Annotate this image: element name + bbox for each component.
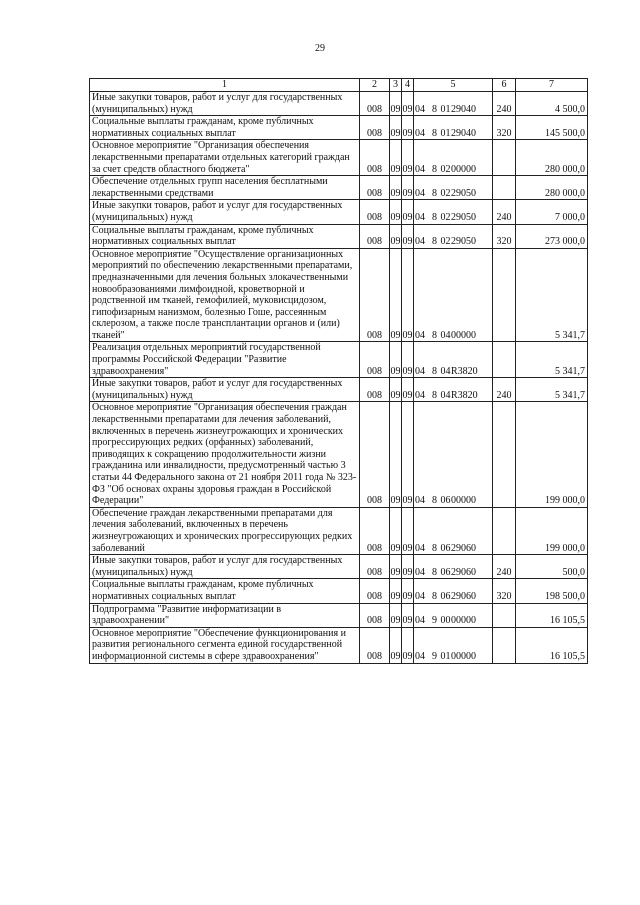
row-col-3: 09 xyxy=(390,579,402,603)
row-name: Основное мероприятие "Осуществление организационных мероприятий по обеспечению лекарственными препаратами, предназначенными для лечения больных злокачественными новообразованиями лимфоидной, кроветворной и родственной им тканей, гемофилией, муковисцидозом, гипофизарным нанизмом, болезнью Гоше, рассеянным склерозом, а также после трансплантации органов и (или) тканей" xyxy=(90,248,360,342)
row-col-3: 09 xyxy=(390,92,402,116)
row-col-3: 09 xyxy=(390,176,402,200)
row-expense-type: 240 xyxy=(493,378,516,402)
row-col-2: 008 xyxy=(360,402,390,507)
row-amount: 7 000,0 xyxy=(516,200,588,224)
row-expense-type xyxy=(493,140,516,176)
row-col-2: 008 xyxy=(360,140,390,176)
row-col-2: 008 xyxy=(360,248,390,342)
row-name: Основное мероприятие "Организация обеспечения лекарственными препаратами отдельных категорий граждан за счет средств областного бюджета" xyxy=(90,140,360,176)
row-col-4: 09 xyxy=(402,555,414,579)
row-expense-type xyxy=(493,248,516,342)
header-cell: 2 xyxy=(360,79,390,92)
page-number: 29 xyxy=(315,43,325,54)
row-expense-type xyxy=(493,402,516,507)
row-target-code: 04 8 04R3820 xyxy=(414,378,493,402)
row-col-3: 09 xyxy=(390,507,402,554)
table-row xyxy=(90,116,588,140)
row-amount: 5 341,7 xyxy=(516,248,588,342)
table-body xyxy=(90,79,588,664)
row-target-code: 04 8 0600000 xyxy=(414,402,493,507)
row-col-3: 09 xyxy=(390,378,402,402)
row-col-4: 09 xyxy=(402,507,414,554)
row-expense-type: 320 xyxy=(493,116,516,140)
row-name: Иные закупки товаров, работ и услуг для государственных (муниципальных) нужд xyxy=(90,378,360,402)
row-amount: 280 000,0 xyxy=(516,140,588,176)
row-name: Социальные выплаты гражданам, кроме публичных нормативных социальных выплат xyxy=(90,579,360,603)
table-row xyxy=(90,627,588,663)
row-col-2: 008 xyxy=(360,579,390,603)
row-col-4: 09 xyxy=(402,224,414,248)
row-expense-type xyxy=(493,176,516,200)
row-amount: 145 500,0 xyxy=(516,116,588,140)
row-col-4: 09 xyxy=(402,140,414,176)
row-amount: 4 500,0 xyxy=(516,92,588,116)
table-row xyxy=(90,200,588,224)
row-name: Обеспечение граждан лекарственными препаратами для лечения заболеваний, включенных в перечень жизнеугрожающих и хронических прогрессирующих редких заболеваний xyxy=(90,507,360,554)
table-row xyxy=(90,402,588,507)
header-cell: 6 xyxy=(493,79,516,92)
row-col-4: 09 xyxy=(402,342,414,378)
row-col-2: 008 xyxy=(360,200,390,224)
row-expense-type xyxy=(493,507,516,554)
row-expense-type: 320 xyxy=(493,224,516,248)
table-row xyxy=(90,555,588,579)
row-col-4: 09 xyxy=(402,378,414,402)
row-name: Иные закупки товаров, работ и услуг для государственных (муниципальных) нужд xyxy=(90,200,360,224)
row-amount: 198 500,0 xyxy=(516,579,588,603)
table-row xyxy=(90,224,588,248)
row-target-code: 04 8 0629060 xyxy=(414,507,493,554)
row-target-code: 04 8 0400000 xyxy=(414,248,493,342)
row-name: Основное мероприятие "Организация обеспечения граждан лекарственными препаратами для лечения заболеваний, включенных в перечень жизнеугрожающих и хронических прогрессирующих редких (орфанных) заболеваний, приводящих к сокращению продолжительности жизни гражданина или инвалидности, предусмотренный частью 3 статьи 44 Федерального закона от 21 ноября 2011 года № 323-ФЗ "Об основах охраны здоровья граждан в Российской Федерации" xyxy=(90,402,360,507)
row-col-3: 09 xyxy=(390,224,402,248)
row-target-code: 04 8 0629060 xyxy=(414,579,493,603)
table-row xyxy=(90,579,588,603)
table-row xyxy=(90,378,588,402)
row-target-code: 04 8 0129040 xyxy=(414,92,493,116)
row-col-3: 09 xyxy=(390,342,402,378)
row-col-3: 09 xyxy=(390,603,402,627)
row-name: Социальные выплаты гражданам, кроме публичных нормативных социальных выплат xyxy=(90,224,360,248)
table-row xyxy=(90,603,588,627)
row-col-2: 008 xyxy=(360,224,390,248)
row-expense-type xyxy=(493,627,516,663)
row-amount: 16 105,5 xyxy=(516,603,588,627)
row-amount: 273 000,0 xyxy=(516,224,588,248)
row-col-3: 09 xyxy=(390,627,402,663)
row-expense-type xyxy=(493,603,516,627)
row-name: Обеспечение отдельных групп населения бесплатными лекарственными средствами xyxy=(90,176,360,200)
table-row xyxy=(90,140,588,176)
row-target-code: 04 9 0100000 xyxy=(414,627,493,663)
row-col-4: 09 xyxy=(402,579,414,603)
row-amount: 500,0 xyxy=(516,555,588,579)
row-col-2: 008 xyxy=(360,116,390,140)
row-name: Основное мероприятие "Обеспечение функционирования и развития регионального сегмента единой государственной информационной системы в сфере здравоохранения" xyxy=(90,627,360,663)
row-expense-type: 240 xyxy=(493,555,516,579)
row-name: Иные закупки товаров, работ и услуг для государственных (муниципальных) нужд xyxy=(90,92,360,116)
row-target-code: 04 8 0229050 xyxy=(414,200,493,224)
header-cell: 4 xyxy=(402,79,414,92)
row-name: Социальные выплаты гражданам, кроме публичных нормативных социальных выплат xyxy=(90,116,360,140)
row-target-code: 04 8 0229050 xyxy=(414,176,493,200)
row-target-code: 04 8 04R3820 xyxy=(414,342,493,378)
row-amount: 199 000,0 xyxy=(516,507,588,554)
row-col-4: 09 xyxy=(402,402,414,507)
header-cell: 5 xyxy=(414,79,493,92)
row-col-4: 09 xyxy=(402,248,414,342)
row-expense-type: 240 xyxy=(493,200,516,224)
row-col-2: 008 xyxy=(360,342,390,378)
row-col-4: 09 xyxy=(402,603,414,627)
row-col-2: 008 xyxy=(360,378,390,402)
budget-table xyxy=(89,78,588,664)
row-col-4: 09 xyxy=(402,627,414,663)
table-row xyxy=(90,176,588,200)
table-row xyxy=(90,507,588,554)
row-col-2: 008 xyxy=(360,176,390,200)
table-row xyxy=(90,342,588,378)
row-col-3: 09 xyxy=(390,402,402,507)
row-name: Подпрограмма "Развитие информатизации в здравоохранении" xyxy=(90,603,360,627)
row-col-3: 09 xyxy=(390,248,402,342)
row-amount: 5 341,7 xyxy=(516,378,588,402)
row-target-code: 04 8 0129040 xyxy=(414,116,493,140)
table-row xyxy=(90,248,588,342)
table-row xyxy=(90,92,588,116)
row-amount: 16 105,5 xyxy=(516,627,588,663)
row-col-4: 09 xyxy=(402,200,414,224)
row-name: Реализация отдельных мероприятий государственной программы Российской Федерации "Развитие здравоохранения" xyxy=(90,342,360,378)
header-cell: 3 xyxy=(390,79,402,92)
row-col-4: 09 xyxy=(402,116,414,140)
row-col-2: 008 xyxy=(360,507,390,554)
row-expense-type: 240 xyxy=(493,92,516,116)
row-target-code: 04 9 0000000 xyxy=(414,603,493,627)
row-col-4: 09 xyxy=(402,176,414,200)
row-col-2: 008 xyxy=(360,92,390,116)
row-target-code: 04 8 0629060 xyxy=(414,555,493,579)
row-col-3: 09 xyxy=(390,140,402,176)
row-target-code: 04 8 0200000 xyxy=(414,140,493,176)
row-amount: 199 000,0 xyxy=(516,402,588,507)
row-col-3: 09 xyxy=(390,200,402,224)
table-header-row xyxy=(90,79,588,92)
row-col-2: 008 xyxy=(360,603,390,627)
row-name: Иные закупки товаров, работ и услуг для государственных (муниципальных) нужд xyxy=(90,555,360,579)
row-col-4: 09 xyxy=(402,92,414,116)
header-cell: 1 xyxy=(90,79,360,92)
row-expense-type: 320 xyxy=(493,579,516,603)
row-expense-type xyxy=(493,342,516,378)
row-amount: 280 000,0 xyxy=(516,176,588,200)
row-col-2: 008 xyxy=(360,627,390,663)
row-target-code: 04 8 0229050 xyxy=(414,224,493,248)
row-amount: 5 341,7 xyxy=(516,342,588,378)
header-cell: 7 xyxy=(516,79,588,92)
row-col-3: 09 xyxy=(390,116,402,140)
row-col-3: 09 xyxy=(390,555,402,579)
row-col-2: 008 xyxy=(360,555,390,579)
